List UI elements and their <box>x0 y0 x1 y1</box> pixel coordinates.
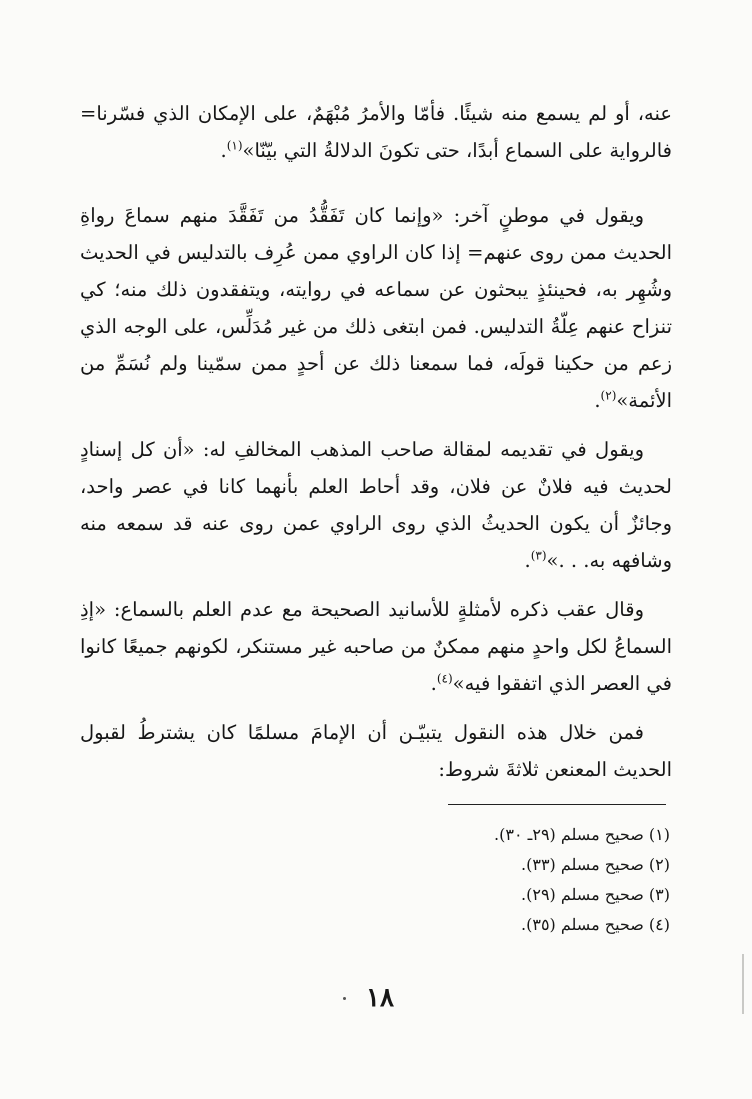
paragraph-tail: . <box>430 672 437 695</box>
footnote-number: (٢) <box>648 855 670 874</box>
page-edge-shadow <box>742 954 744 1014</box>
main-text <box>80 95 672 788</box>
paragraph-2 <box>80 197 672 419</box>
footnote-item <box>440 910 670 940</box>
paragraph-tail: . <box>220 139 227 162</box>
footnote-item <box>440 880 670 910</box>
footnotes <box>440 820 670 940</box>
paragraph-tail: . <box>524 549 531 572</box>
paragraph-4 <box>80 591 672 702</box>
print-speck <box>343 997 346 1000</box>
paragraph-5 <box>80 714 672 788</box>
page-number: ١٨ <box>366 983 394 1013</box>
footnote-item <box>440 850 670 880</box>
footnote-number: (٤) <box>648 915 670 934</box>
footnote-ref: (٣) <box>530 548 547 563</box>
footnote-text: صحيح مسلم (٣٣). <box>521 855 644 874</box>
footnote-text: صحيح مسلم (٢٩ـ ٣٠). <box>494 825 644 844</box>
paragraph-3 <box>80 431 672 579</box>
paragraph-1 <box>80 95 672 169</box>
paragraph-text: ويقول في تقديمه لمقالة صاحب المذهب المخالفِ له: «أن كل إسنادٍ لحديث فيه فلانٌ عن فلان، وقد أحاط العلم بأنهما كانا في عصر واحد، وجائزٌ أن يكون الحديثُ الذي روى الراوي عمن روى عنه قد سمعه منه وشافهه به. . .» <box>80 438 672 572</box>
paragraph-tail: . <box>594 389 601 412</box>
footnote-item <box>440 820 670 850</box>
footnote-number: (١) <box>648 825 670 844</box>
footnote-text: صحيح مسلم (٢٩). <box>521 885 644 904</box>
footnote-text: صحيح مسلم (٣٥). <box>521 915 644 934</box>
paragraph-text: وقال عقب ذكره لأمثلةٍ للأسانيد الصحيحة مع عدم العلم بالسماع: «إذِ السماعُ لكل واحدٍ منهم ممكنٌ من صاحبه غير مستنكر، لكونهم جميعًا كانوا في العصر الذي اتفقوا فيه» <box>80 598 672 695</box>
footnote-number: (٣) <box>648 885 670 904</box>
footnote-ref: (٤) <box>436 671 453 686</box>
footnote-ref: (١) <box>226 138 243 153</box>
footnote-ref: (٢) <box>600 388 617 403</box>
paragraph-text: ويقول في موطنٍ آخر: «وإنما كان تَفَقُّدُ من تَفَقَّدَ منهم سماعَ رواةِ الحديث ممن روى عنهم= إذا كان الراوي ممن عُرِف بالتدليس في الحديث وشُهِر به، فحينئذٍ يبحثون عن سماعه في روايته، ويتفقدون ذلك منه؛ كي تنزاح عنهم عِلّةُ التدليس. فمن ابتغى ذلك من غير مُدَلِّس، على الوجه الذي زعم من حكينا قولَه، فما سمعنا ذلك عن أحدٍ ممن سمّينا ولم نُسَمِّ من الأئمة» <box>80 204 672 412</box>
paragraph-text: عنه، أو لم يسمع منه شيئًا. فأمّا والأمرُ مُبْهَمٌ، على الإمكان الذي فسّرنا= فالرواية على السماع أبدًا، حتى تكونَ الدلالةُ التي بيّنّا» <box>80 102 672 162</box>
footnote-separator <box>448 804 666 805</box>
paragraph-text: فمن خلال هذه النقول يتبيّـن أن الإمامَ مسلمًا كان يشترطُ لقبول الحديث المعنعن ثلاثةَ شروط: <box>80 721 672 781</box>
